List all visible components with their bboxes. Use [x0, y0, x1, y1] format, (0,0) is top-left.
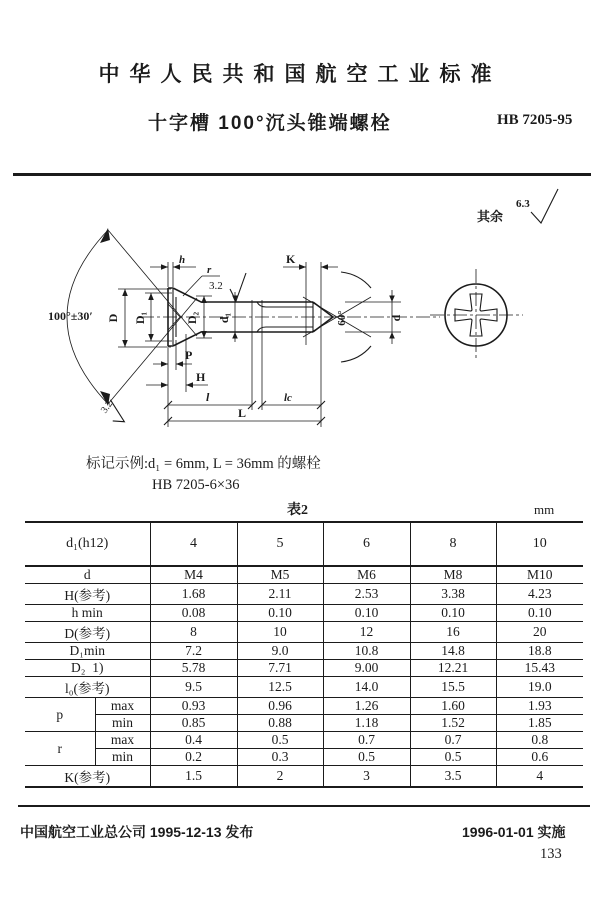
label-l: l: [206, 390, 210, 404]
table-cell: 15.43: [496, 660, 583, 677]
label-D2: D₂: [185, 311, 199, 325]
table-cell: 9.00: [323, 660, 410, 677]
table-cell: 8: [150, 622, 237, 643]
table-cell: 0.5: [323, 749, 410, 766]
table-cell: 0.10: [237, 605, 323, 622]
table-cell: 6: [323, 522, 410, 566]
label-d1: d₁: [217, 312, 231, 324]
table-cell: 3: [323, 766, 410, 788]
table-cell: 9.5: [150, 677, 237, 698]
table-unit: mm: [534, 502, 555, 517]
row-label: D₂ 1): [25, 660, 150, 677]
table-row: [25, 677, 583, 698]
table-row: [25, 622, 583, 643]
table-cell: 1.5: [150, 766, 237, 788]
dimension-lines: [118, 262, 401, 427]
label-point-angle: 60°: [336, 310, 348, 326]
table-cell: 0.5: [237, 732, 323, 749]
end-view-centerlines: [430, 269, 523, 361]
drawing-labels: [48, 252, 403, 420]
row-sublabel: max: [95, 732, 150, 749]
table-cell: 7.2: [150, 643, 237, 660]
row-sublabel: min: [95, 749, 150, 766]
table-row: [25, 522, 583, 566]
table-cell: 0.10: [323, 605, 410, 622]
table-cell: 19.0: [496, 677, 583, 698]
row-label: D₁min: [25, 643, 150, 660]
table-cell: 18.8: [496, 643, 583, 660]
dimension-table: [25, 521, 583, 788]
row-label: l₀(参考): [25, 677, 150, 698]
table-row: [25, 660, 583, 677]
publisher-line: 中国航空工业总公司 1995-12-13 发布: [20, 824, 254, 840]
table-cell: 0.85: [150, 715, 237, 732]
page-number: 133: [540, 846, 562, 862]
table-row: [25, 732, 583, 749]
table-cell: 12.21: [410, 660, 496, 677]
surface-note-value: 6.3: [516, 198, 530, 210]
table-cell: 0.5: [410, 749, 496, 766]
table-cell: 0.96: [237, 698, 323, 715]
table-row: [25, 605, 583, 622]
surface-note-prefix: 其余: [477, 209, 504, 224]
table-cell: 1.60: [410, 698, 496, 715]
table-cell: 0.3: [237, 749, 323, 766]
table-cell: 12: [323, 622, 410, 643]
label-D1: D₁: [133, 311, 147, 325]
table-row: [25, 566, 583, 584]
table-cell: 0.8: [496, 732, 583, 749]
label-h: h: [179, 254, 186, 266]
row-sublabel: min: [95, 715, 150, 732]
table-cell: 12.5: [237, 677, 323, 698]
row-sublabel: max: [95, 698, 150, 715]
row-label: r: [25, 732, 95, 766]
roughness-check-icon: [531, 189, 558, 223]
table-cell: 2.11: [237, 584, 323, 605]
designation-code: HB 7205-6×36: [152, 477, 240, 493]
label-lc: lc: [284, 392, 292, 404]
table-row: [25, 766, 583, 788]
row-label: H(参考): [25, 584, 150, 605]
table-cell: 4: [496, 766, 583, 788]
table-cell: 2.53: [323, 584, 410, 605]
label-head-angle: 100°±30′: [48, 309, 93, 323]
footer-rule: [18, 805, 590, 807]
table-cell: 1.52: [410, 715, 496, 732]
table-cell: 14.8: [410, 643, 496, 660]
table-cell: 8: [410, 522, 496, 566]
row-label: p: [25, 698, 95, 732]
table-cell: 3.38: [410, 584, 496, 605]
table-cell: M6: [323, 566, 410, 584]
table-cell: 2: [237, 766, 323, 788]
table-row: [25, 643, 583, 660]
table-cell: 1.68: [150, 584, 237, 605]
label-rough-shank: 3.2: [209, 280, 223, 292]
table-row: [25, 584, 583, 605]
table-cell: 1.93: [496, 698, 583, 715]
table-cell: 3.5: [410, 766, 496, 788]
standard-code: HB 7205-95: [497, 112, 573, 128]
table-cell: 15.5: [410, 677, 496, 698]
table-row: [25, 698, 583, 715]
row-label: d: [25, 566, 150, 584]
table-cell: 1.26: [323, 698, 410, 715]
surface-roughness-note: [477, 189, 558, 224]
table-cell: 1.18: [323, 715, 410, 732]
table-cell: 5: [237, 522, 323, 566]
table-cell: 10: [496, 522, 583, 566]
effective-date-line: 1996-01-01 实施: [462, 824, 566, 840]
table-cell: 0.10: [496, 605, 583, 622]
table-caption: 表2: [287, 503, 308, 518]
table-cell: 1.85: [496, 715, 583, 732]
table-cell: 16: [410, 622, 496, 643]
end-view: [430, 269, 523, 361]
table-cell: 0.7: [410, 732, 496, 749]
row-label: K(参考): [25, 766, 150, 788]
row-label: h min: [25, 605, 150, 622]
table-row: [25, 715, 583, 732]
countersink-roughness-value: 3.2: [98, 398, 116, 416]
label-D: D: [106, 313, 120, 323]
table-cell: 0.93: [150, 698, 237, 715]
countersink-roughness: [98, 397, 130, 426]
row-label: d₁(h12): [25, 522, 150, 566]
label-L: L: [238, 406, 247, 420]
side-view: [48, 228, 440, 427]
table-cell: 0.10: [410, 605, 496, 622]
table-cell: 0.4: [150, 732, 237, 749]
table-cell: 0.2: [150, 749, 237, 766]
table-cell: 5.78: [150, 660, 237, 677]
row-label: D(参考): [25, 622, 150, 643]
table-cell: 14.0: [323, 677, 410, 698]
table-cell: M5: [237, 566, 323, 584]
shank-roughness: [230, 273, 246, 301]
org-title: 中华人民共和国航空工业标准: [98, 63, 502, 86]
table-cell: 0.7: [323, 732, 410, 749]
table-row: [25, 749, 583, 766]
label-K: K: [286, 252, 296, 266]
table-cell: M10: [496, 566, 583, 584]
table-cell: M4: [150, 566, 237, 584]
table-cell: 0.88: [237, 715, 323, 732]
designation-example: 标记示例:d₁ = 6mm, L = 36mm 的螺栓: [86, 456, 321, 472]
label-H: H: [196, 370, 206, 384]
table-cell: M8: [410, 566, 496, 584]
table-cell: 20: [496, 622, 583, 643]
table-cell: 10: [237, 622, 323, 643]
table-cell: 7.71: [237, 660, 323, 677]
table-cell: 4.23: [496, 584, 583, 605]
table-cell: 0.6: [496, 749, 583, 766]
label-d: d: [389, 314, 403, 322]
table-cell: 10.8: [323, 643, 410, 660]
page-title: 十字槽 100°沉头锥端螺栓: [148, 113, 392, 134]
label-r: r: [207, 264, 212, 276]
table-cell: 9.0: [237, 643, 323, 660]
label-P: P: [185, 348, 193, 362]
table-cell: 4: [150, 522, 237, 566]
table-cell: 0.08: [150, 605, 237, 622]
